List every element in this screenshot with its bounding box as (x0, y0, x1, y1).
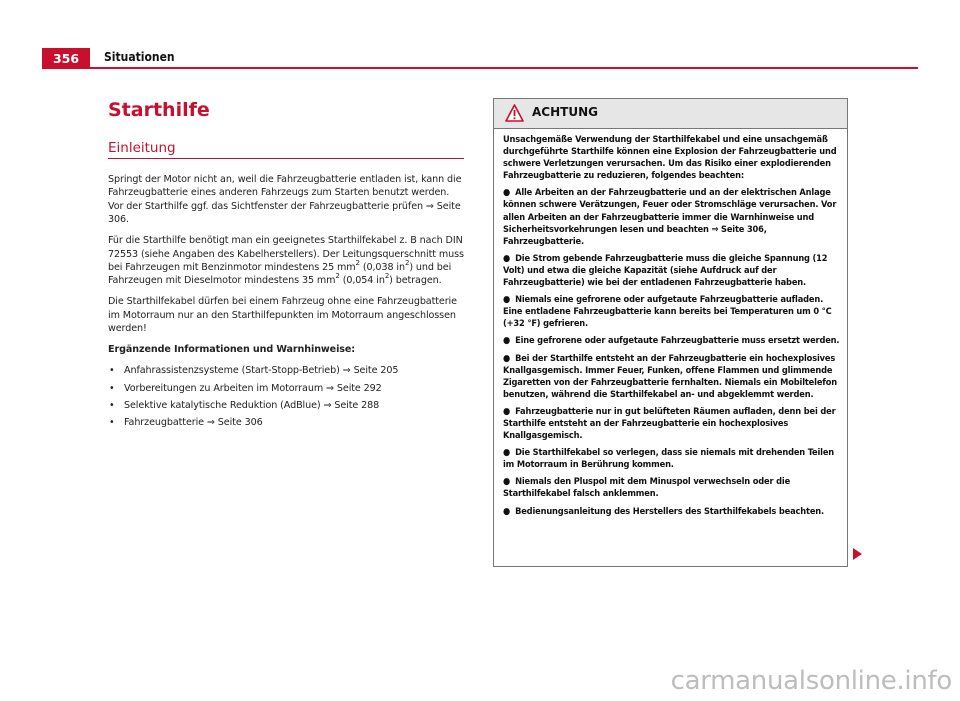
continue-arrow-icon (853, 548, 862, 560)
warning-item (503, 447, 841, 471)
reference-link[interactable]: • Anfahrassistenzsysteme (Start-Stopp-Betrieb) ⇒ Seite 205 (108, 364, 466, 377)
warning-item (503, 476, 841, 500)
warning-item (503, 253, 841, 289)
warning-intro: Unsachgemäße Verwendung der Starthilfekabel und eine unsachgemäß durchgeführte Starthilfe können eine Explosion der Fahrzeugbatterie und schwere Verletzungen verursachen. Um das Risiko einer explodierenden Fahrzeugbatterie zu reduzieren, folgendes beachten: (503, 134, 837, 182)
warning-item-text: Bedienungsanleitung des Herstellers des Starthilfekabels beachten. (515, 505, 825, 517)
warning-title: ACHTUNG (532, 105, 598, 119)
warning-header (494, 99, 847, 129)
cable-spec-text-c: ) und bei Fahrzeugen mit Dieselmotor mindestens 35 mm (108, 262, 452, 287)
bullet-icon: ● (503, 405, 511, 417)
subsection-rule (108, 158, 464, 159)
page-title: Starthilfe (108, 99, 210, 121)
warning-item-text: Eine gefrorene oder aufgetaute Fahrzeugbatterie muss ersetzt werden. (515, 335, 840, 347)
reference-list (108, 364, 466, 430)
warning-triangle-icon (505, 104, 524, 122)
bullet-icon: ● (503, 352, 511, 364)
sup-2: 2 (404, 258, 410, 267)
section-title: Situationen (104, 50, 175, 64)
intro-text (108, 173, 466, 434)
warning-item (503, 353, 841, 401)
cable-spec-text-e: ) betragen. (389, 275, 442, 287)
cable-spec-text-a: Für die Starthilfe benötigt man ein geeignetes Starthilfekabel z. B nach DIN 72553 (siehe Angaben des Kabelherstellers). Der Leitungsquerschnitt muss bei Fahrzeugen mit Benzinmotor mindestens 25 mm (108, 235, 464, 274)
warning-item-text: Niemals den Pluspol mit dem Minuspol verwechseln oder die Starthilfekabel falsch anklemmen. (503, 476, 791, 500)
warning-item-text: Fahrzeugbatterie nur in gut belüfteten Räumen aufladen, denn bei der Starthilfe entsteht an der Fahrzeugbatterie ein hochexplosives Knallgasgemisch. (503, 405, 836, 442)
warning-item (503, 335, 841, 347)
warning-item (503, 187, 841, 247)
extra-info-heading: Ergänzende Informationen und Warnhinweise: (108, 344, 356, 356)
bullet-icon: ● (503, 252, 511, 264)
header-rule (42, 67, 918, 69)
bullet-icon: ● (503, 505, 511, 517)
warning-item (503, 406, 841, 442)
cable-spec-text-b: (0,038 in (359, 262, 405, 274)
warning-box (493, 98, 848, 567)
sup-4: 2 (384, 272, 390, 281)
reference-link[interactable]: • Selektive katalytische Reduktion (AdBlue) ⇒ Seite 288 (108, 399, 466, 412)
bullet-icon: ● (503, 335, 511, 347)
page-number: 356 (42, 48, 90, 69)
warning-item-text: Die Starthilfekabel so verlegen, dass sie niemals mit drehenden Teilen im Motorraum in Berührung kommen. (503, 447, 835, 471)
warning-body (503, 134, 841, 523)
reference-link[interactable]: • Vorbereitungen zu Arbeiten im Motorraum ⇒ Seite 292 (108, 382, 466, 395)
bullet-icon: ● (503, 447, 511, 459)
warning-item-text: Alle Arbeiten an der Fahrzeugbatterie und an der elektrischen Anlage können schwere Verätzungen, Feuer oder Stromschläge verursachen. Vor allen Arbeiten an der Fahrzeugbatterie immer die Warnhinweise und Sicherheitsvorkehrungen lesen und beachten ⇒ Seite 306, Fahrzeugbatterie. (503, 187, 837, 247)
subsection-title: Einleitung (108, 140, 176, 156)
intro-paragraph-3: Die Starthilfekabel dürfen bei einem Fahrzeug ohne eine Fahrzeugbatterie im Motorraum nur an den Starthilfepunkten im Motorraum angeschlossen werden! (108, 296, 457, 335)
bullet-icon: ● (503, 187, 511, 199)
cable-spec-text-d: (0,054 in (339, 275, 385, 287)
sup-1: 2 (355, 258, 360, 267)
intro-paragraph-2 (108, 234, 466, 288)
warning-item (503, 506, 841, 518)
warning-item-text: Niemals eine gefrorene oder aufgetaute Fahrzeugbatterie aufladen. Eine entladene Fahrzeugbatterie kann bereits bei Temperaturen um 0 °C (+32 °F) gefrieren. (503, 294, 832, 330)
watermark: carmanualsonline.info (670, 666, 952, 696)
bullet-icon: ● (503, 294, 511, 306)
bullet-icon: ● (503, 476, 511, 488)
warning-item-text: Die Strom gebende Fahrzeugbatterie muss die gleiche Spannung (12 Volt) und etwa die gleiche Kapazität (siehe Aufdruck auf der Fahrzeugbatterie) wie bei der entladenen Fahrzeugbatterie haben. (503, 252, 828, 289)
reference-link[interactable]: • Fahrzeugbatterie ⇒ Seite 306 (108, 416, 466, 429)
sup-3: 2 (335, 272, 340, 281)
warning-item (503, 294, 841, 330)
intro-paragraph-1: Springt der Motor nicht an, weil die Fahrzeugbatterie entladen ist, kann die Fahrzeugbatterie eines anderen Fahrzeugs zum Starten benutzt werden. Vor der Starthilfe ggf. das Sichtfenster der Fahrzeugbatterie prüfen ⇒ Seite 306. (108, 174, 462, 226)
warning-item-text: Bei der Starthilfe entsteht an der Fahrzeugbatterie ein hochexplosives Knallgasgemisch. Immer Feuer, Funken, offene Flammen und glimmende Zigaretten von der Fahrzeugbatterie fernhalten. Niemals ein Mobiltelefon benutzen, während die Starthilfekabel an- und abgeklemmt werden. (503, 352, 837, 400)
